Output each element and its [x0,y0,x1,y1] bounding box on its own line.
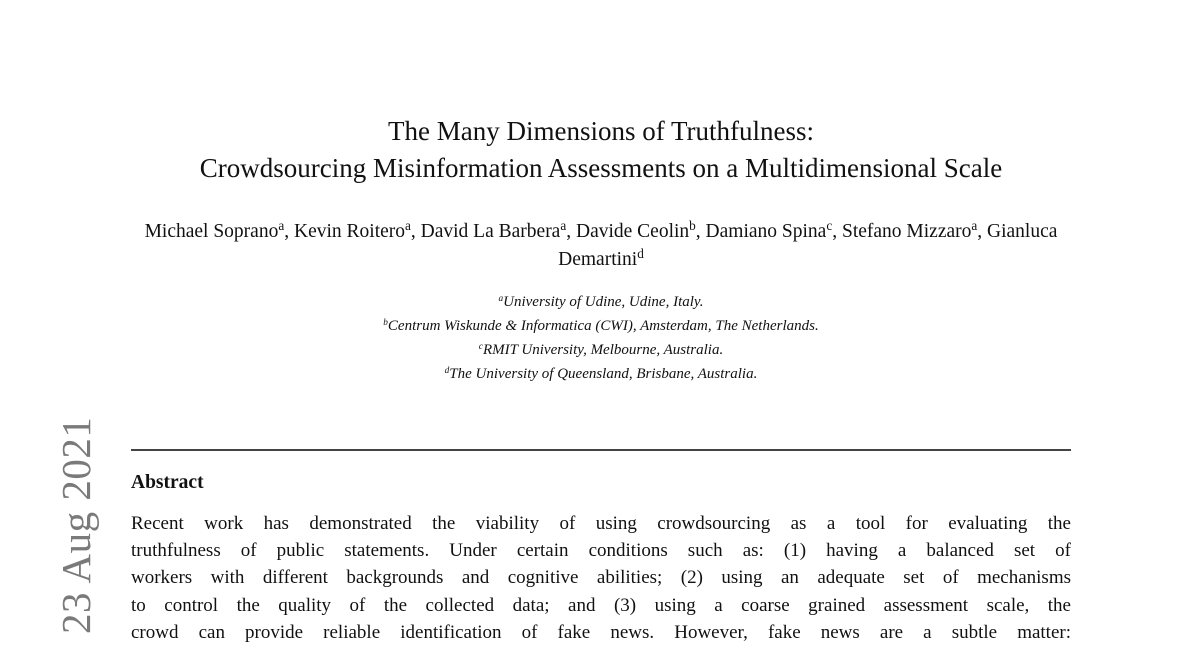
abstract-line: Recent work has demonstrated the viability of using crowdsourcing as a tool for evaluating the [131,513,1071,534]
author: Gianluca Demartini$^d$ [558,221,1058,270]
abstract-heading: Abstract [131,472,204,493]
affiliation-list [131,291,1071,387]
abstract-text [131,510,1071,646]
affiliation-item: $^c$RMIT University, Melbourne, Australia. [478,341,724,358]
author: Kevin Roitero$^a$, [293,217,421,242]
abstract-line: to control the quality of the collected data; and (3) using a coarse grained assessment scale, the [131,594,1071,616]
title-line-2: Crowdsourcing Misinformation Assessments on a Multidimensional Scale [199,153,1003,183]
author-affiliation-mark: a [971,217,978,233]
abstract-line: crowd can provide reliable identification of fake news. However, fake news are a subtle matter: [131,621,1071,643]
section-divider [131,449,1071,451]
affiliation-item: $^b$Centrum Wiskunde & Informatica (CWI), Amsterdam, The Netherlands. [383,317,819,334]
author-affiliation-mark: a [405,217,411,233]
author: Damiano Spina$^c$, [705,217,842,242]
arxiv-date-text: 23 Aug 2021 [53,416,99,634]
author-affiliation-mark: c [826,217,833,233]
title-line-1: The Many Dimensions of Truthfulness: [387,116,814,146]
abstract-line: workers with different backgrounds and cognitive abilities; (2) using an adequate set of mechanisms [131,567,1071,589]
abstract-line: truthfulness of public statements. Under certain conditions such as: (1) having a balanced set of [131,540,1071,562]
author-affiliation-mark: a [278,217,285,233]
author-affiliation-mark: d [637,245,644,261]
author-list [131,218,1071,274]
arxiv-date-stamp [0,0,99,648]
affiliation-item: $^d$The University of Queensland, Brisbane, Australia. [444,365,758,382]
affiliation-item: $^a$University of Udine, Udine, Italy. [498,293,704,310]
author-affiliation-mark: a [560,217,567,233]
author: Davide Ceolin$^b$, [575,217,706,242]
author: Michael Soprano$^a$, [144,217,294,242]
paper-title [131,113,1071,187]
author: Stefano Mizzaro$^a$, [841,217,988,242]
author: David La Barbera$^a$, [420,217,576,242]
author-affiliation-mark: b [689,217,696,233]
